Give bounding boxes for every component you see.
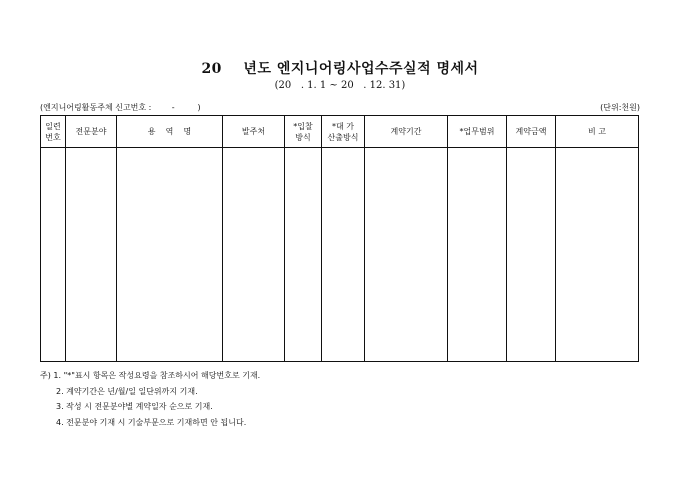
footnote-text: 1. "*"표시 항목은 작성요령을 참조하시어 해당번호로 기재. [53, 371, 261, 380]
header-work-scope: *업무범위 [448, 116, 507, 148]
cell-work-scope[interactable] [448, 148, 507, 362]
header-fee-calculation-method: *대 가 산출방식 [322, 116, 365, 148]
header-specialty-field: 전문분야 [66, 116, 117, 148]
header-remarks: 비 고 [556, 116, 639, 148]
cell-bidding-method[interactable] [285, 148, 322, 362]
footnotes [40, 368, 260, 430]
cell-contract-amount[interactable] [507, 148, 556, 362]
footnote-4: 4. 전문분야 기재 시 기술부문으로 기재하면 안 됩니다. [56, 417, 247, 427]
cell-client[interactable] [223, 148, 285, 362]
header-service-name: 용 역 명 [117, 116, 223, 148]
unit-label: (단위:천원) [600, 103, 640, 112]
header-bidding-method: *입찰 방식 [285, 116, 322, 148]
cell-fee-calculation-method[interactable] [322, 148, 365, 362]
cell-serial-number[interactable] [41, 148, 66, 362]
period-subtitle: (20 . 1. 1 ~ 20 . 12. 31) [274, 80, 406, 91]
registration-number-label: (엔지니어링활동주체 신고번호 : - ) [40, 103, 201, 112]
cell-specialty-field[interactable] [66, 148, 117, 362]
document-title: 20 년도 엔지니어링사업수주실적 명세서 [201, 61, 479, 77]
header-client: 발주처 [223, 116, 285, 148]
footnote-2: 2. 계약기간은 년/월/일 일단위까지 기재. [56, 386, 198, 396]
cell-service-name[interactable] [117, 148, 223, 362]
cell-remarks[interactable] [556, 148, 639, 362]
table-body-row [41, 148, 639, 362]
footnote-3: 3. 작성 시 전문분야별 계약일자 순으로 기재. [56, 402, 213, 411]
footnote-1 [40, 368, 260, 384]
header-contract-amount: 계약금액 [507, 116, 556, 148]
performance-table [40, 115, 639, 362]
header-contract-period: 계약기간 [365, 116, 448, 148]
footnote-prefix: 주) [40, 371, 54, 380]
header-serial-number: 일련 번호 [41, 116, 66, 148]
table-header-row [41, 116, 639, 148]
cell-contract-period[interactable] [365, 148, 448, 362]
